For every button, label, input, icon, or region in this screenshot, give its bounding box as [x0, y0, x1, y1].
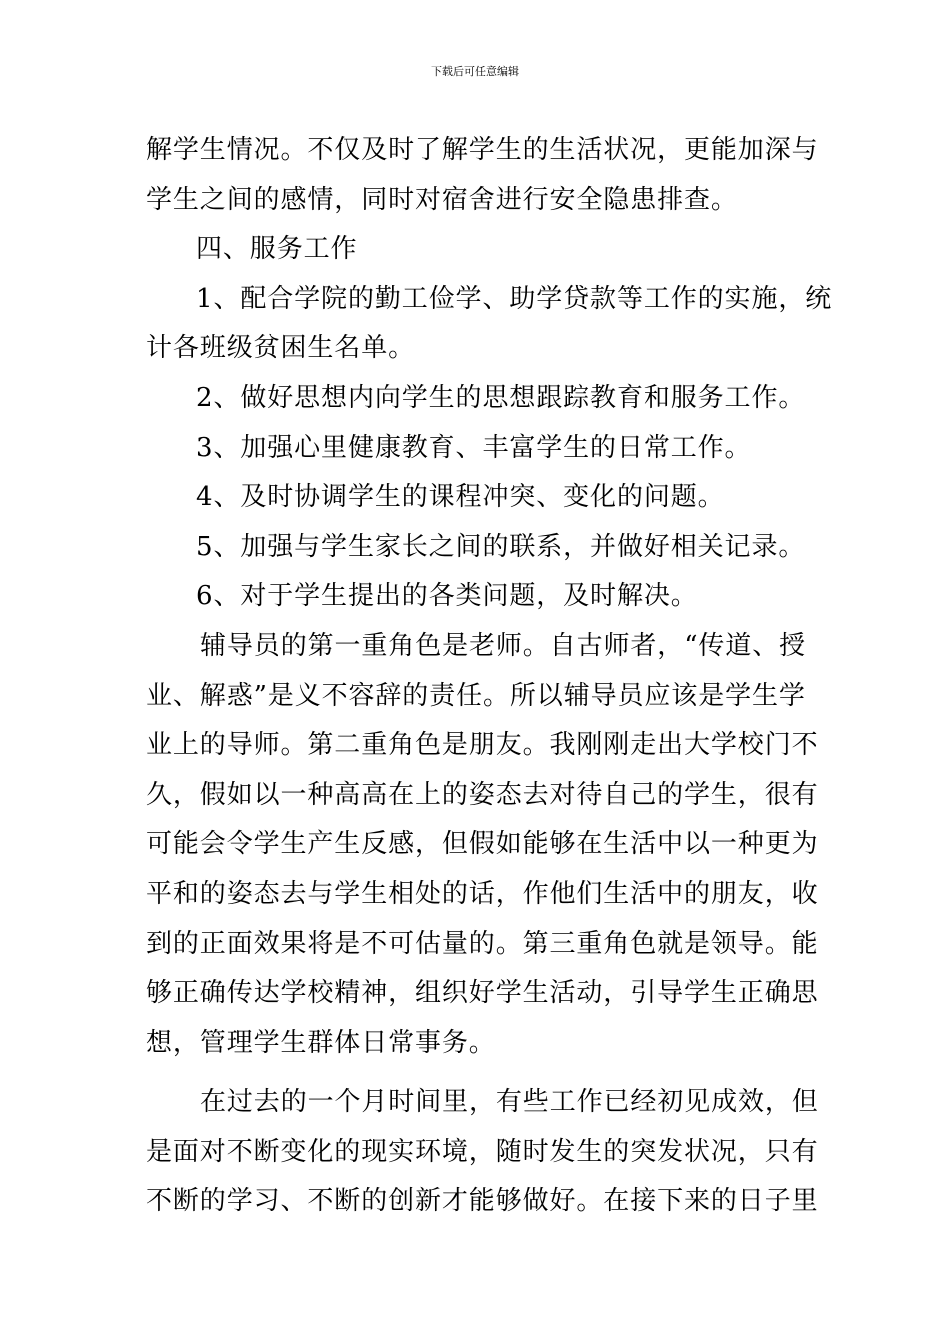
document-body: [146, 126, 833, 1227]
paragraph-line: 业、解惑”是义不容辞的责任。所以辅导员应该是学生学: [146, 680, 806, 711]
list-item-1-line-1: 1、配合学院的勤工俭学、助学贷款等工作的实施，统: [196, 283, 833, 314]
paragraph-line: 想，管理学生群体日常事务。: [146, 1027, 496, 1058]
paragraph-line: 业上的导师。第二重角色是朋友。我刚刚走出大学校门不: [146, 730, 819, 761]
paragraph-line: 久，假如以一种高高在上的姿态去对待自己的学生，很有: [146, 779, 819, 810]
list-item-6: 6、对于学生提出的各类问题，及时解决。: [196, 581, 698, 612]
text-line: 解学生情况。不仅及时了解学生的生活状况，更能加深与: [146, 135, 819, 165]
paragraph-line: 不断的学习、不断的创新才能够做好。在接下来的日子里: [146, 1186, 819, 1217]
header-note: 下载后可任意编辑: [431, 65, 519, 78]
paragraph-line: 平和的姿态去与学生相处的话，作他们生活中的朋友，收: [146, 878, 819, 909]
section-heading: 四、服务工作: [196, 234, 358, 265]
paragraph-line: 到的正面效果将是不可估量的。第三重角色就是领导。能: [146, 928, 819, 959]
paragraph-line: 够正确传达学校精神，组织好学生活动，引导学生正确思: [146, 978, 819, 1009]
paragraph-spacer: [146, 1068, 810, 1078]
list-item-1-line-2: 计各班级贫困生名单。: [146, 333, 416, 364]
paragraph-line: 是面对不断变化的现实环境，随时发生的突发状况，只有: [146, 1136, 819, 1167]
paragraph-line: 可能会令学生产生反感，但假如能够在生活中以一种更为: [146, 829, 819, 860]
text-line: 学生之间的感情，同时对宿舍进行安全隐患排查。: [146, 184, 738, 215]
list-item-3: 3、加强心里健康教育、丰富学生的日常工作。: [196, 432, 752, 463]
paragraph-line: 辅导员的第一重角色是老师。自古师者，“传道、授: [200, 630, 806, 661]
list-item-4: 4、及时协调学生的课程冲突、变化的问题。: [196, 482, 725, 513]
paragraph-line: 在过去的一个月时间里，有些工作已经初见成效，但: [200, 1087, 819, 1118]
list-item-5: 5、加强与学生家长之间的联系，并做好相关记录。: [196, 531, 806, 562]
list-item-2: 2、做好思想内向学生的思想跟踪教育和服务工作。: [196, 382, 806, 413]
